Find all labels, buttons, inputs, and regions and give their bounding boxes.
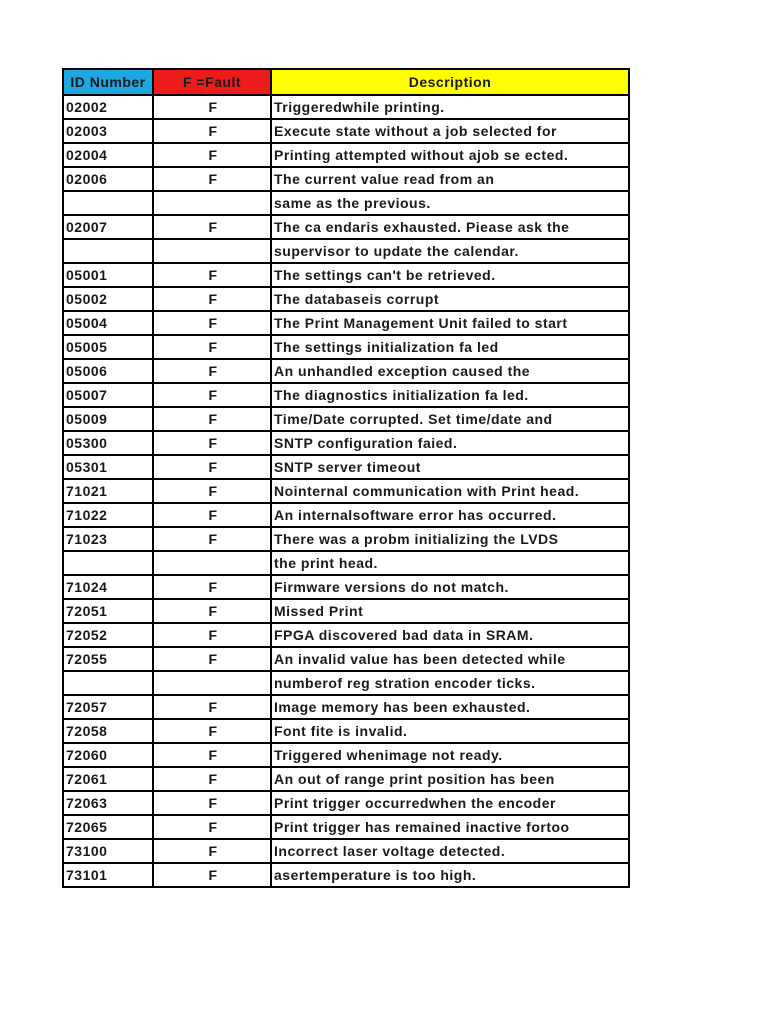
fault-cell: F <box>153 863 271 887</box>
description-cell: The ca endaris exhausted. Piease ask the <box>271 215 629 239</box>
id-cell: 71024 <box>63 575 153 599</box>
description-cell: There was a probm initializing the LVDS <box>271 527 629 551</box>
fault-cell: F <box>153 143 271 167</box>
id-cell: 72051 <box>63 599 153 623</box>
table-row <box>63 407 629 431</box>
table-row <box>63 359 629 383</box>
fault-cell: F <box>153 719 271 743</box>
fault-cell <box>153 671 271 695</box>
id-cell: 72058 <box>63 719 153 743</box>
table-row <box>63 719 629 743</box>
id-cell: 05004 <box>63 311 153 335</box>
table-row <box>63 503 629 527</box>
table-row <box>63 287 629 311</box>
description-cell: Nointernal communication with Print head. <box>271 479 629 503</box>
fault-cell: F <box>153 599 271 623</box>
fault-cell: F <box>153 335 271 359</box>
fault-cell: F <box>153 431 271 455</box>
id-cell: 72061 <box>63 767 153 791</box>
table-row <box>63 455 629 479</box>
fault-cell: F <box>153 743 271 767</box>
id-cell: 02002 <box>63 95 153 119</box>
fault-cell: F <box>153 311 271 335</box>
id-cell: 05006 <box>63 359 153 383</box>
fault-cell: F <box>153 575 271 599</box>
table-row <box>63 143 629 167</box>
fault-cell: F <box>153 647 271 671</box>
id-cell: 05002 <box>63 287 153 311</box>
table-row <box>63 623 629 647</box>
fault-cell: F <box>153 95 271 119</box>
id-cell: 72055 <box>63 647 153 671</box>
description-cell: SNTP configuration faied. <box>271 431 629 455</box>
description-cell: Firmware versions do not match. <box>271 575 629 599</box>
table-row <box>63 119 629 143</box>
id-cell: 05300 <box>63 431 153 455</box>
description-cell: Image memory has been exhausted. <box>271 695 629 719</box>
id-cell: 71022 <box>63 503 153 527</box>
fault-cell: F <box>153 695 271 719</box>
description-cell: supervisor to update the calendar. <box>271 239 629 263</box>
id-cell: 72063 <box>63 791 153 815</box>
description-header: Description <box>271 69 629 95</box>
table-row <box>63 95 629 119</box>
id-cell: 72065 <box>63 815 153 839</box>
description-cell: Execute state without a job selected for <box>271 119 629 143</box>
description-cell: Print trigger occurredwhen the encoder <box>271 791 629 815</box>
table-row <box>63 671 629 695</box>
table-body <box>63 95 629 887</box>
table-row <box>63 767 629 791</box>
table-row <box>63 863 629 887</box>
description-cell: The settings initialization fa led <box>271 335 629 359</box>
fault-cell: F <box>153 455 271 479</box>
id-cell: 71021 <box>63 479 153 503</box>
id-cell: 72060 <box>63 743 153 767</box>
id-cell: 72052 <box>63 623 153 647</box>
description-cell: An invalid value has been detected while <box>271 647 629 671</box>
description-cell: FPGA discovered bad data in SRAM. <box>271 623 629 647</box>
table-row <box>63 743 629 767</box>
description-cell: SNTP server timeout <box>271 455 629 479</box>
table-row <box>63 263 629 287</box>
description-cell: An out of range print position has been <box>271 767 629 791</box>
description-cell: Time/Date corrupted. Set time/date and <box>271 407 629 431</box>
description-cell: Printing attempted without ajob se ected. <box>271 143 629 167</box>
header-row <box>63 69 629 95</box>
table-row <box>63 215 629 239</box>
fault-cell: F <box>153 359 271 383</box>
id-number-header: ID Number <box>63 69 153 95</box>
fault-cell: F <box>153 791 271 815</box>
fault-cell: F <box>153 287 271 311</box>
id-cell: 02003 <box>63 119 153 143</box>
description-cell: the print head. <box>271 551 629 575</box>
table-row <box>63 191 629 215</box>
fault-cell <box>153 191 271 215</box>
id-cell: 05301 <box>63 455 153 479</box>
table-row <box>63 695 629 719</box>
description-cell: The settings can't be retrieved. <box>271 263 629 287</box>
description-cell: same as the previous. <box>271 191 629 215</box>
table-row <box>63 839 629 863</box>
fault-cell: F <box>153 119 271 143</box>
fault-cell: F <box>153 479 271 503</box>
fault-cell: F <box>153 527 271 551</box>
fault-cell <box>153 239 271 263</box>
description-cell: The databaseis corrupt <box>271 287 629 311</box>
id-cell: 71023 <box>63 527 153 551</box>
fault-header: F =Fault <box>153 69 271 95</box>
table-row <box>63 527 629 551</box>
table-row <box>63 335 629 359</box>
description-cell: The diagnostics initialization fa led. <box>271 383 629 407</box>
table-row <box>63 167 629 191</box>
table-row <box>63 479 629 503</box>
fault-cell: F <box>153 407 271 431</box>
description-cell: An internalsoftware error has occurred. <box>271 503 629 527</box>
id-cell: 02006 <box>63 167 153 191</box>
description-cell: asertemperature is too high. <box>271 863 629 887</box>
description-cell: The Print Management Unit failed to start <box>271 311 629 335</box>
table-row <box>63 647 629 671</box>
table-row <box>63 551 629 575</box>
table-row <box>63 431 629 455</box>
fault-cell: F <box>153 839 271 863</box>
table-row <box>63 383 629 407</box>
fault-cell: F <box>153 167 271 191</box>
table-row <box>63 575 629 599</box>
description-cell: The current value read from an <box>271 167 629 191</box>
fault-code-table <box>62 68 630 888</box>
description-cell: Print trigger has remained inactive fortoo <box>271 815 629 839</box>
fault-cell: F <box>153 215 271 239</box>
fault-cell: F <box>153 623 271 647</box>
fault-cell: F <box>153 263 271 287</box>
id-cell: 02004 <box>63 143 153 167</box>
id-cell <box>63 551 153 575</box>
fault-cell: F <box>153 503 271 527</box>
table-row <box>63 311 629 335</box>
table-row <box>63 791 629 815</box>
description-cell: Missed Print <box>271 599 629 623</box>
table-row <box>63 599 629 623</box>
description-cell: Incorrect laser voltage detected. <box>271 839 629 863</box>
id-cell: 72057 <box>63 695 153 719</box>
id-cell: 02007 <box>63 215 153 239</box>
description-cell: An unhandled exception caused the <box>271 359 629 383</box>
description-cell: Font fite is invalid. <box>271 719 629 743</box>
description-cell: Triggeredwhile printing. <box>271 95 629 119</box>
fault-cell: F <box>153 767 271 791</box>
fault-cell <box>153 551 271 575</box>
id-cell: 05007 <box>63 383 153 407</box>
table-row <box>63 239 629 263</box>
id-cell <box>63 239 153 263</box>
id-cell: 05001 <box>63 263 153 287</box>
fault-cell: F <box>153 815 271 839</box>
id-cell: 05009 <box>63 407 153 431</box>
fault-cell: F <box>153 383 271 407</box>
description-cell: numberof reg stration encoder ticks. <box>271 671 629 695</box>
table-row <box>63 815 629 839</box>
id-cell: 73101 <box>63 863 153 887</box>
id-cell: 05005 <box>63 335 153 359</box>
id-cell <box>63 191 153 215</box>
description-cell: Triggered whenimage not ready. <box>271 743 629 767</box>
id-cell <box>63 671 153 695</box>
id-cell: 73100 <box>63 839 153 863</box>
